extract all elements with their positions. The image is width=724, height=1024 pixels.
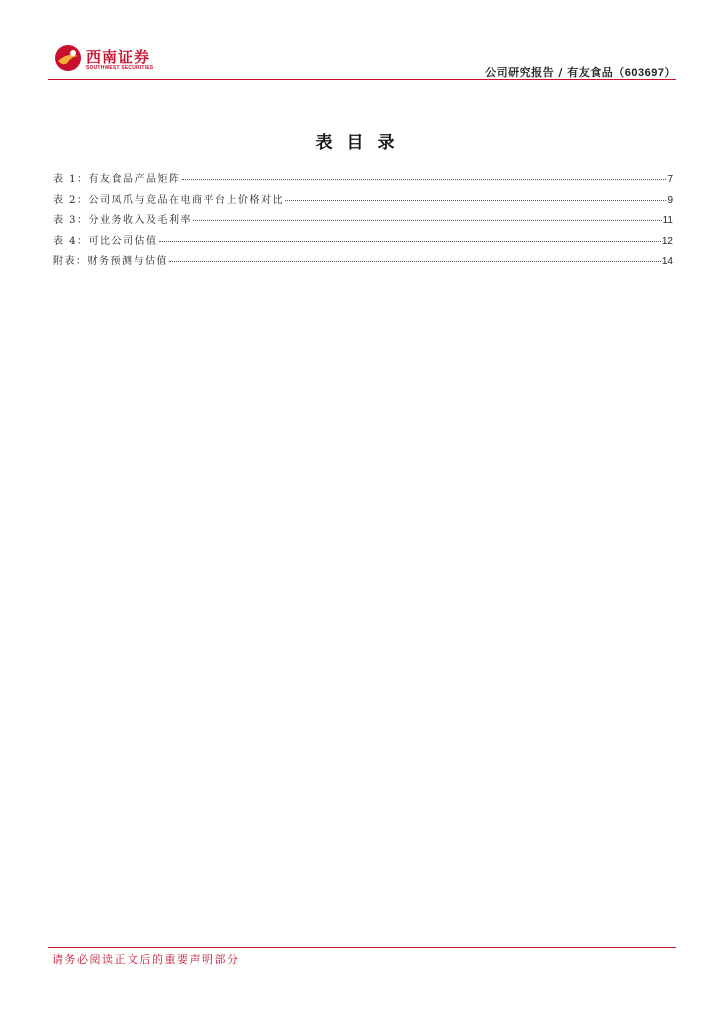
toc-entry-label: 表 1：有友食品产品矩阵 <box>53 174 181 185</box>
logo-emblem-icon <box>54 44 82 72</box>
toc-entry-5[interactable] <box>53 252 673 273</box>
toc-entry-label: 附表：财务预测与估值 <box>53 256 168 267</box>
footer-disclaimer: 请务必阅读正文后的重要声明部分 <box>52 953 240 966</box>
toc-entry-3[interactable] <box>53 211 673 232</box>
toc-leader-dots <box>285 200 666 201</box>
toc-leader-dots <box>159 241 661 242</box>
toc-title: 表目录 <box>315 133 409 153</box>
logo-english-name: SOUTHWEST SECURITIES <box>86 65 154 71</box>
toc-entry-page: 14 <box>661 256 673 267</box>
toc-leader-dots <box>169 261 661 262</box>
toc-entry-4[interactable] <box>53 232 673 253</box>
footer-divider <box>48 947 676 948</box>
toc-entry-1[interactable] <box>53 170 673 191</box>
table-of-contents <box>53 170 673 273</box>
toc-entry-page: 9 <box>667 194 673 206</box>
header-divider <box>48 79 676 80</box>
toc-entry-label: 表 2：公司凤爪与竞品在电商平台上价格对比 <box>53 194 285 206</box>
logo-chinese-name: 西南证券 <box>86 48 151 66</box>
toc-entry-2[interactable] <box>53 191 673 212</box>
stock-code: （603697） <box>613 67 676 79</box>
toc-entry-page: 11 <box>662 215 673 226</box>
page-header <box>0 0 724 82</box>
toc-entry-label: 表 3：分业务收入及毛利率 <box>53 215 193 226</box>
toc-leader-dots <box>193 220 662 221</box>
toc-entry-label: 表 4：可比公司估值 <box>53 235 158 247</box>
company-logo <box>54 44 154 74</box>
toc-entry-page: 12 <box>661 235 673 247</box>
report-type-label <box>485 64 676 80</box>
toc-entry-page: 7 <box>667 174 673 185</box>
report-type-text: 公司研究报告 / 有友食品 <box>485 66 614 79</box>
toc-leader-dots <box>182 179 667 180</box>
